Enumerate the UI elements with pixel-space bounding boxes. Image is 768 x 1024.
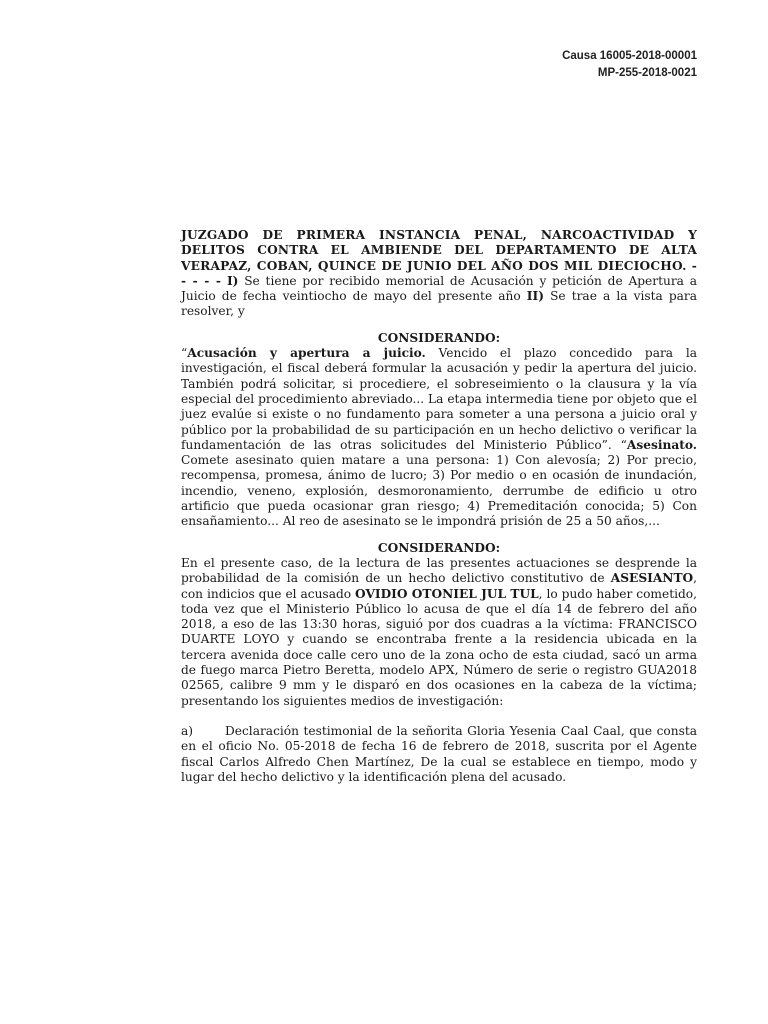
open-quote: “ bbox=[181, 346, 188, 361]
crime-name: ASESIANTO bbox=[610, 571, 694, 586]
evidence-text: Declaración testimonial de la señorita Gloria Yesenia Caal Caal, que consta en el oficio No. 05-2018 de fecha 16 de febrero de 2018, suscrita por el Agente fiscal Carlos Alfredo Chen Martínez, De la cual se establece en tiempo, modo y lugar del hecho delictivo y la identificación plena del acusado. bbox=[181, 723, 697, 784]
evidence-item-a bbox=[181, 724, 697, 785]
considerando-1-paragraph bbox=[181, 346, 697, 530]
case-number: Causa 16005-2018-00001 bbox=[562, 50, 697, 62]
considerando-heading-1: CONSIDERANDO: bbox=[377, 330, 501, 345]
item-2-number: II) bbox=[526, 289, 544, 304]
mp-number: MP-255-2018-0021 bbox=[597, 67, 697, 79]
court-heading: JUZGADO DE PRIMERA INSTANCIA PENAL, NARCOACTIVIDAD Y DELITOS CONTRA EL AMBIENDE DEL DEPARTAMENTO DE ALTA VERAPAZ, COBAN, QUINCE DE JUNIO DEL AÑO DOS MIL DIECIOCHO. - - - - - bbox=[181, 228, 697, 288]
accused-name: OVIDIO OTONIEL JUL TUL bbox=[355, 586, 539, 601]
spacer bbox=[181, 709, 697, 724]
considerando-1-text-a: Vencido el plazo concedido para la investigación, el fiscal deberá formular la acusación y pedir la apertura del juicio. También podrá solicitar, si procediere, el sobreseimiento o la clausura y la vía especial del procedimiento abreviado... La etapa intermedia tiene por objeto que el juez evalúe si existe o no fundamento para someter a una persona a juicio oral y público por la probabilidad de su participación en un hecho delictivo o verificar la fundamentación de las otras solicitudes del Ministerio Público”. “ bbox=[181, 346, 698, 452]
considerando-heading-2: CONSIDERANDO: bbox=[377, 540, 501, 555]
considerando-2-text-a: En el presente caso, de la lectura de las presentes actuaciones se desprende la probabilidad de la comisión de un hecho delictivo constitutivo de bbox=[181, 555, 697, 586]
case-reference bbox=[562, 48, 697, 82]
considerando-1-text-b: Comete asesinato quien matare a una persona: 1) Con alevosía; 2) Por precio, recompensa, promesa, ánimo de lucro; 3) Por medio o en ocasión de inundación, incendio, veneno, explosión, desmoronamiento, derrumbe de edificio u otro artificio que pueda ocasionar gran riesgo; 4) Premeditación conocida; 5) Con ensañamiento... Al reo de asesinato se le impondrá prisión de 25 a 50 años,... bbox=[181, 453, 697, 529]
evidence-label: a) bbox=[181, 723, 194, 738]
term-asesinato: Asesinato. bbox=[626, 437, 697, 452]
term-acusacion: Acusación y apertura a juicio. bbox=[187, 346, 426, 361]
item-1-text: Se tiene por recibido memorial de Acusación y petición de Apertura a Juicio de fecha veintiocho de mayo del presente año bbox=[181, 273, 697, 304]
document-body bbox=[181, 228, 697, 785]
item-2-text: Se trae a la vista para resolver, y bbox=[181, 289, 698, 319]
considerando-2-paragraph bbox=[181, 556, 697, 709]
considerando-2-text-b: , con indicios que el acusado bbox=[181, 571, 698, 601]
intro-paragraph bbox=[181, 228, 697, 320]
considerando-2-text-c: , lo pudo haber cometido, toda vez que el Ministerio Público lo acusa de que el día 14 de febrero del año 2018, a eso de las 13:30 horas, siguió por dos cuadras a la víctima: FRANCISCO DUARTE LOYO y cuando se encontraba frente a la residencia ubicada en la tercera avenida doce calle cero uno de la zona ocho de esta ciudad, sacó un arma de fuego marca Pietro Beretta, modelo APX, Número de serie o registro GUA2018 02565, calibre 9 mm y le disparó en dos ocasiones en la cabeza de la víctima; presentando los siguientes medios de investigación: bbox=[181, 586, 697, 708]
item-1-number: I) bbox=[226, 273, 239, 288]
